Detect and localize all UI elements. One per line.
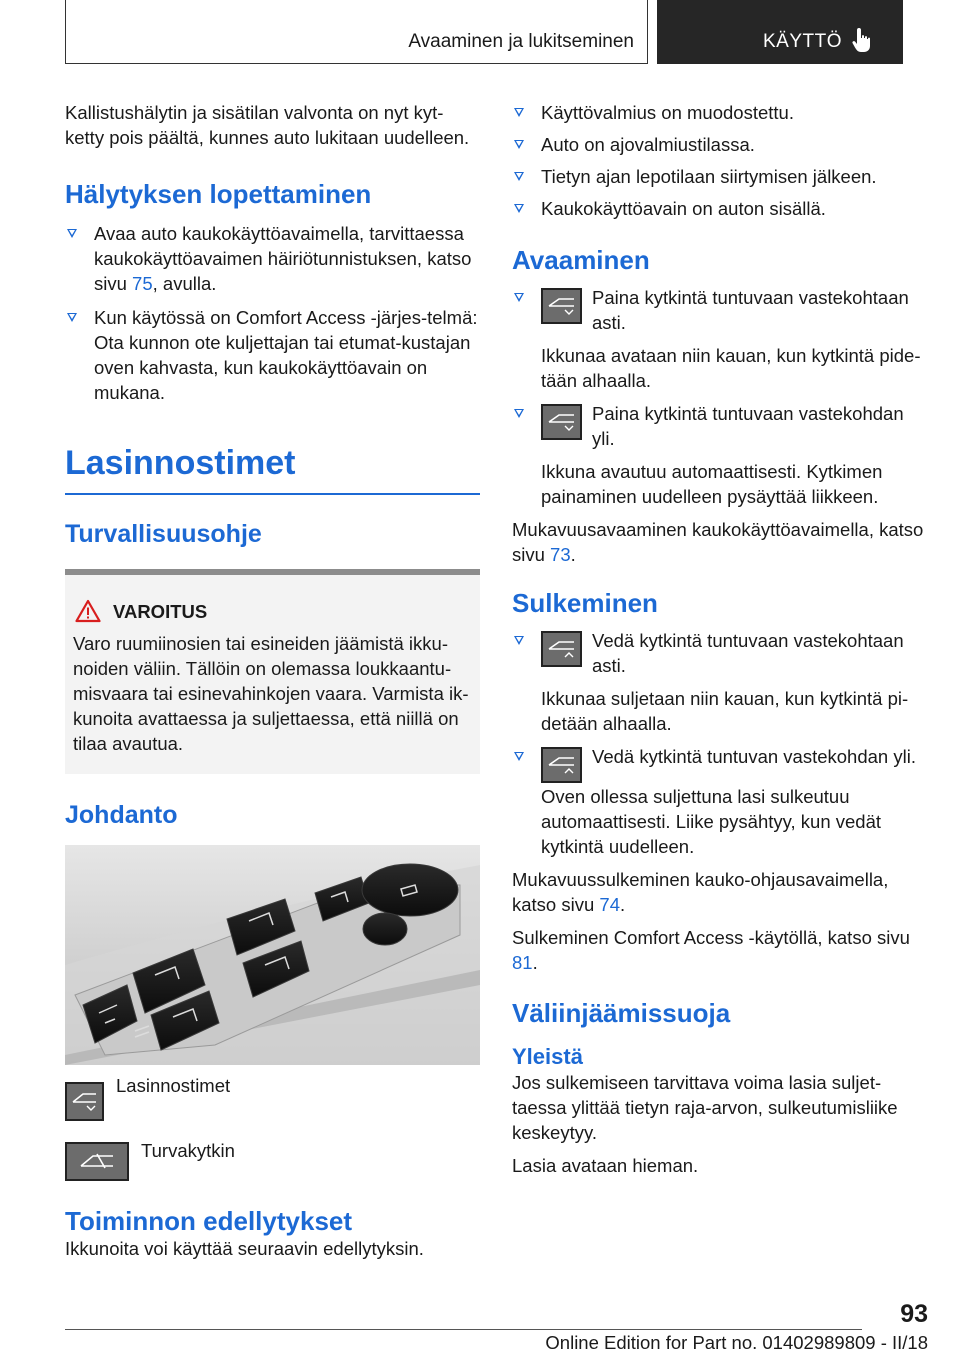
warning-triangle-icon: [75, 599, 101, 623]
footer-edition: Online Edition for Part no. 01402989809 - II/18: [545, 1332, 928, 1353]
list-item: Tietyn ajan lepotilaan siirtymisen jälkeen.: [512, 164, 927, 189]
remote-close-text: Mukavuussulkeminen kauko-ohjausavaimella, katso sivu 74.: [512, 869, 889, 915]
bullet-triangle-icon: [514, 204, 524, 213]
general-text-2: Lasia avataan hieman.: [512, 1155, 699, 1176]
pinch-heading: Väliinjäämissuoja: [512, 998, 731, 1028]
list-item: Auto on ajovalmiustilassa.: [512, 132, 927, 157]
bullet-triangle-icon: [514, 409, 524, 418]
step-item: Paina kytkintä tuntuvaan vastekohtaan asti.: [512, 285, 927, 335]
window-lifter-icon: [65, 1082, 104, 1121]
bullet-triangle-icon: [514, 293, 524, 302]
page-link[interactable]: 74: [599, 894, 620, 915]
remote-open-text: Mukavuusavaaminen kaukokäyttöavaimella, katso sivu 73.: [512, 519, 924, 565]
window-switch-illustration: [65, 845, 480, 1065]
page-link[interactable]: 75: [132, 273, 153, 294]
list-item: Käyttövalmius on muodostettu.: [512, 100, 927, 125]
conditions-text: Ikkunoita voi käyttää seuraavin edellytyksin.: [65, 1238, 424, 1259]
list-item: Avaa auto kaukokäyttöavaimella, tarvittaessa kaukokäyttöavaimen häiriötunnistuksen, katso sivu 75, avulla.: [65, 221, 480, 296]
left-column: [65, 100, 480, 1261]
warning-text: Varo ruumiinosien tai esineiden jäämistä ikku-noiden väliin. Tällöin on olemassa loukkaantu-misvaara tai esinevahinkojen vaara. Varmista ik-kunoita avattaessa ja suljettaessa, että niillä on tilaa avautua.: [73, 633, 469, 754]
conditions-heading: Toiminnon edellytykset: [65, 1206, 353, 1236]
intro-heading: Johdanto: [65, 801, 178, 829]
bullet-triangle-icon: [514, 752, 524, 761]
step-result: Ikkunaa avataan niin kauan, kun kytkintä pide-tään alhaalla.: [541, 345, 921, 391]
bullet-triangle-icon: [514, 636, 524, 645]
legend-item: [65, 1142, 480, 1182]
safety-switch-icon: [65, 1142, 129, 1181]
warning-title: VAROITUS: [113, 599, 472, 625]
step-result: Ikkunaa suljetaan niin kauan, kun kytkintä pi-detään alhaalla.: [541, 688, 909, 734]
intro-line-2: ketty pois päältä, kunnes auto lukitaan uudelleen.: [65, 127, 470, 148]
list-item: Kaukokäyttöavain on auton sisällä.: [512, 196, 927, 221]
open-heading: Avaaminen: [512, 245, 650, 275]
legend-label: Lasinnostimet: [116, 1075, 231, 1096]
main-heading: Lasinnostimet: [65, 444, 296, 482]
close-heading: Sulkeminen: [512, 588, 658, 618]
general-heading: Yleistä: [512, 1044, 583, 1069]
step-result: Oven ollessa suljettuna lasi sulkeutuu automaattisesti. Liike pysähtyy, kun vedät kytkintä uudelleen.: [541, 786, 882, 857]
warning-box: [65, 569, 480, 774]
page-link[interactable]: 81: [512, 952, 533, 973]
window-lifter-icon: [541, 747, 582, 783]
header-section-title: Avaaminen ja lukitseminen: [408, 31, 634, 52]
page-number: 93: [900, 1300, 928, 1328]
safety-heading: Turvallisuusohje: [65, 520, 262, 548]
bullet-triangle-icon: [514, 108, 524, 117]
list-item: Kun käytössä on Comfort Access -järjes-telmä: Ota kunnon ote kuljettajan tai etumat-kustajan oven kahvasta, kun kaukokäyttöavain on mukana.: [65, 305, 480, 405]
bullet-triangle-icon: [67, 229, 77, 238]
window-lifter-icon: [541, 631, 582, 667]
step-item: Paina kytkintä tuntuvaan vastekohdan yli.: [512, 401, 927, 451]
footer-divider: [65, 1329, 862, 1330]
comfort-close-text: Sulkeminen Comfort Access -käytöllä, katso sivu 81.: [512, 927, 910, 973]
general-text: Jos sulkemiseen tarvittava voima lasia suljet-taessa ylittää tietyn raja-arvon, sulkeutumisliike keskeytyy.: [512, 1072, 898, 1143]
alarm-heading: Hälytyksen lopettaminen: [65, 179, 372, 209]
bullet-triangle-icon: [67, 313, 77, 322]
header-chapter-tab: [657, 0, 903, 64]
intro-line-1: Kallistushälytin ja sisätilan valvonta on nyt kyt-: [65, 102, 444, 123]
page-link[interactable]: 73: [550, 544, 571, 565]
window-lifter-icon: [541, 404, 582, 440]
window-switch-photo: [65, 845, 480, 1065]
step-item: Vedä kytkintä tuntuvan vastekohdan yli.: [512, 744, 927, 784]
step-result: Ikkuna avautuu automaattisesti. Kytkimen painaminen uudelleen pysäyttää liikkeen.: [541, 461, 883, 507]
step-item: Vedä kytkintä tuntuvaan vastekohtaan asti.: [512, 628, 927, 678]
hand-pointer-icon: [850, 26, 876, 54]
right-column: [512, 100, 927, 1178]
legend-label: Turvakytkin: [141, 1140, 235, 1161]
header-section-box: [65, 0, 648, 64]
legend-item: [65, 1075, 480, 1126]
bullet-triangle-icon: [514, 172, 524, 181]
bullet-triangle-icon: [514, 140, 524, 149]
window-lifter-icon: [541, 288, 582, 324]
header-chapter-title: KÄYTTÖ: [763, 31, 843, 52]
